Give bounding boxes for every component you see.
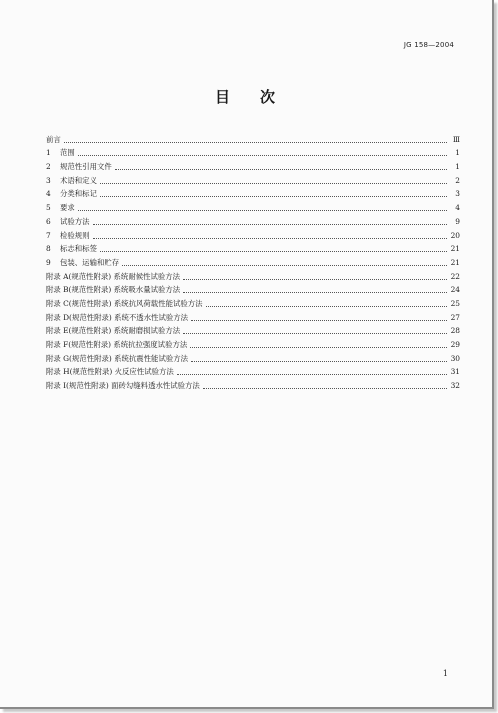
toc-entry-number: 5 <box>46 203 51 213</box>
toc-leader-dots <box>122 264 447 266</box>
toc-leader-dots <box>93 223 447 225</box>
toc-leader-dots <box>183 332 447 334</box>
toc-entry-page: Ⅲ <box>452 134 460 144</box>
toc-leader-dots <box>183 278 447 280</box>
toc-entry-page: 24 <box>450 285 460 295</box>
toc-entry[interactable] <box>46 144 460 158</box>
toc-leader-dots <box>115 168 447 170</box>
toc-leader-dots <box>191 360 447 362</box>
toc-entry-label: 标志和标签 <box>60 244 97 254</box>
toc-entry-page: 30 <box>450 353 460 363</box>
toc-entry-label: 分类和标记 <box>60 189 97 199</box>
toc-entry[interactable] <box>46 253 460 267</box>
toc-entry-label: 前言 <box>46 134 61 144</box>
toc-entry-label: 附录 C(规范性附录) 系统抗风荷载性能试验方法 <box>46 298 203 308</box>
toc-entry-label: 附录 G(规范性附录) 系统抗震性能试验方法 <box>46 353 189 363</box>
toc-entry-label: 附录 H(规范性附录) 火反应性试验方法 <box>46 367 174 377</box>
toc-entry-number: 3 <box>46 175 51 185</box>
toc-entry-page: 3 <box>455 189 460 199</box>
toc-entry-page: 27 <box>450 312 460 322</box>
page-title <box>0 86 492 107</box>
toc-entry-page: 29 <box>450 340 460 349</box>
toc-entry-label: 试验方法 <box>60 216 90 226</box>
toc-entry-page: 25 <box>450 298 460 308</box>
toc-entry[interactable] <box>46 157 460 171</box>
toc-entry[interactable] <box>46 130 460 144</box>
toc-leader-dots <box>64 141 447 143</box>
toc-entry-page: 9 <box>455 216 460 226</box>
toc-entry-label: 检验规则 <box>60 230 90 240</box>
toc-entry-page: 1 <box>455 162 460 172</box>
toc-entry-number: 7 <box>46 230 51 240</box>
toc-entry[interactable] <box>46 322 460 336</box>
toc-leader-dots <box>100 250 447 252</box>
toc-entry-number: 1 <box>46 148 51 158</box>
toc-leader-dots <box>93 237 447 239</box>
toc-entry[interactable] <box>46 349 460 363</box>
toc-entry-label: 附录 F(规范性附录) 系统抗拉强度试验方法 <box>46 340 188 349</box>
toc-entry-page: 4 <box>455 203 460 213</box>
toc-entry-page: 28 <box>450 326 460 336</box>
toc-entry-number: 2 <box>46 162 51 172</box>
toc-leader-dots <box>78 154 447 156</box>
toc-entry[interactable] <box>46 335 460 349</box>
toc-leader-dots <box>183 291 447 293</box>
toc-entry[interactable] <box>46 171 460 185</box>
toc-entry-label: 附录 D(规范性附录) 系统不透水性试验方法 <box>46 312 189 322</box>
toc-entry[interactable] <box>46 363 460 377</box>
toc-leader-dots <box>78 209 447 211</box>
title-char-right: 次 <box>260 88 278 106</box>
toc-entry-label: 术语和定义 <box>60 175 97 185</box>
toc-entry[interactable] <box>46 308 460 322</box>
toc-leader-dots <box>100 182 447 184</box>
toc-entry[interactable] <box>46 185 460 199</box>
toc-entry-label: 附录 B(规范性附录) 系统吸水量试验方法 <box>46 285 181 295</box>
toc-entry-number: 6 <box>46 216 51 226</box>
toc-entry-number: 8 <box>46 244 51 254</box>
toc-entry-number: 9 <box>46 257 51 267</box>
toc-entry[interactable] <box>46 240 460 254</box>
toc-entry-page: 21 <box>450 257 460 267</box>
toc-entry[interactable] <box>46 294 460 308</box>
toc-entry-number: 4 <box>46 189 51 199</box>
toc-entry-label: 附录 I(规范性附录) 面砖勾缝料透水性试验方法 <box>46 381 200 391</box>
toc-entry[interactable] <box>46 226 460 240</box>
toc-entry-page: 22 <box>450 271 460 281</box>
title-char-left: 目 <box>214 88 232 106</box>
toc-entry-page: 21 <box>450 244 460 254</box>
table-of-contents <box>46 130 460 390</box>
page-number: 1 <box>442 669 448 678</box>
toc-leader-dots <box>190 346 447 348</box>
toc-entry[interactable] <box>46 281 460 295</box>
toc-entry-label: 附录 E(规范性附录) 系统耐磨损试验方法 <box>46 326 181 336</box>
toc-leader-dots <box>191 319 447 321</box>
toc-entry-page: 1 <box>455 148 460 158</box>
toc-entry-label: 要求 <box>60 203 75 213</box>
toc-entry[interactable] <box>46 212 460 226</box>
toc-leader-dots <box>203 387 447 389</box>
toc-entry-page: 31 <box>450 367 460 377</box>
toc-entry[interactable] <box>46 198 460 212</box>
toc-leader-dots <box>177 373 447 375</box>
toc-leader-dots <box>206 305 447 307</box>
toc-entry[interactable] <box>46 267 460 281</box>
toc-entry-label: 附录 A(规范性附录) 系统耐候性试验方法 <box>46 271 181 281</box>
standard-code: JG 158—2004 <box>403 41 454 49</box>
toc-entry-label: 范围 <box>60 148 75 158</box>
toc-entry-page: 32 <box>450 381 460 391</box>
toc-entry-label: 规范性引用文件 <box>60 162 112 172</box>
toc-entry-label: 包装、运输和贮存 <box>60 257 120 267</box>
toc-entry-page: 20 <box>450 230 460 240</box>
toc-entry[interactable] <box>46 376 460 390</box>
toc-leader-dots <box>100 195 447 197</box>
toc-entry-page: 2 <box>455 175 460 185</box>
